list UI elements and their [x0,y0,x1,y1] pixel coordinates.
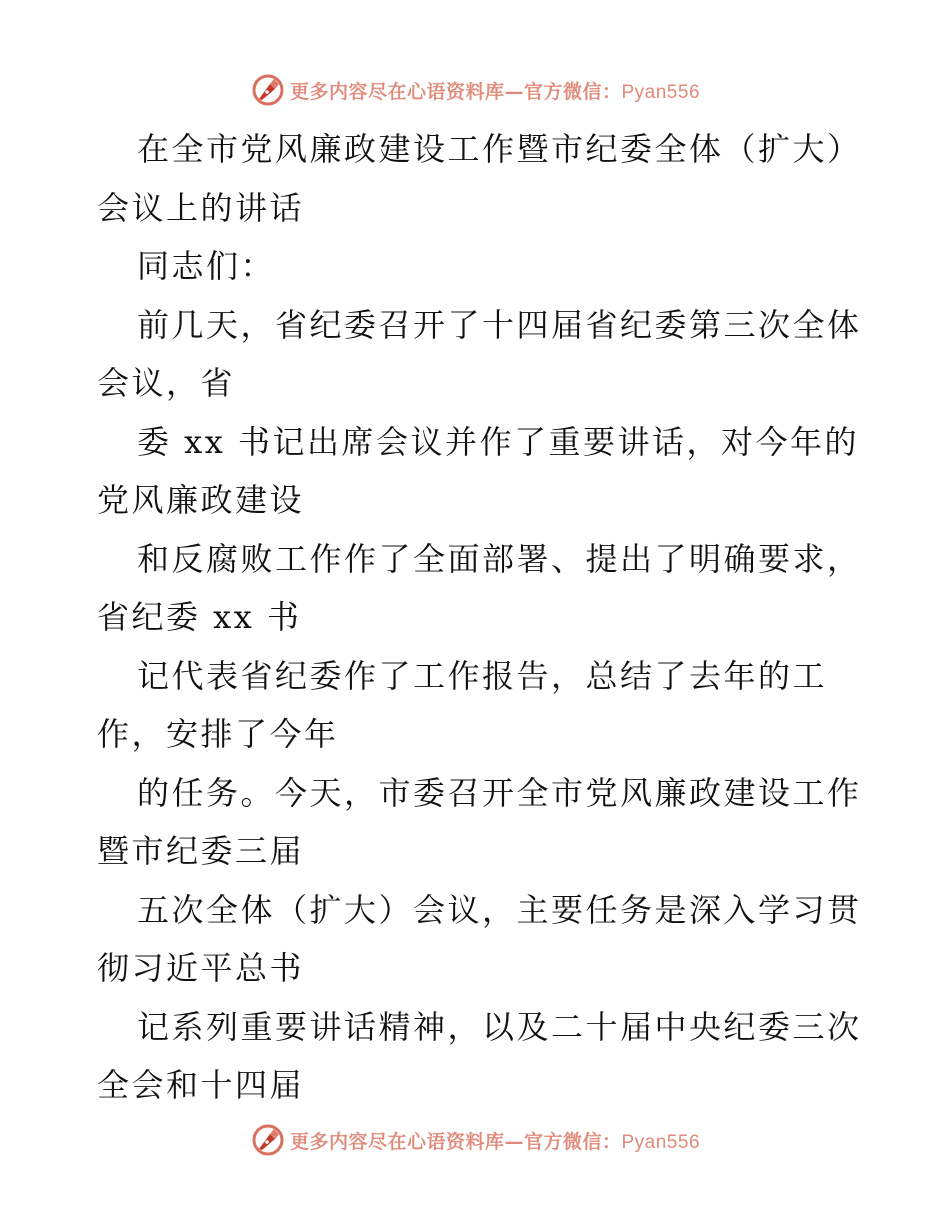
text-line: 同志们： [137,247,276,285]
text-line: 记系列重要讲话精神，以及二十届中央纪委三次 [137,1007,862,1046]
text-line: 全会和十四届 [97,1066,305,1104]
footer-watermark [0,1120,950,1160]
pen-nib-logo-icon [250,72,286,108]
text-line: 记代表省纪委作了工作报告，总结了去年的工 [137,656,828,695]
text-line: 彻习近平总书 [97,949,305,987]
text-line: 会议上的讲话 [97,188,305,227]
text-line: 省纪委 xx 书 [97,598,302,636]
text-line: 在全市党风廉政建设工作暨市纪委全体（扩大） [137,130,862,168]
text-line: 的任务。今天，市委召开全市党风廉政建设工作 [137,773,862,812]
text-line: 委 xx 书记出席会议并作了重要讲话，对今年的 [137,422,859,461]
header-watermark [0,70,950,110]
pen-nib-logo-icon [250,1122,286,1158]
text-line: 暨市纪委三届 [97,832,305,870]
text-line: 党风廉政建设 [97,481,305,519]
text-line: 和反腐败工作作了全面部署、提出了明确要求， [137,539,862,578]
document-body [97,120,877,1115]
text-line: 五次全体（扩大）会议，主要任务是深入学习贯 [137,890,862,929]
text-line: 作，安排了今年 [97,715,339,753]
text-line: 会议，省 [97,364,236,402]
watermark-text: 更多内容尽在心语资料库—官方微信：Pyan556 [289,80,701,103]
watermark-text: 更多内容尽在心语资料库—官方微信：Pyan556 [289,1130,701,1153]
text-line: 前几天，省纪委召开了十四届省纪委第三次全体 [137,305,862,344]
